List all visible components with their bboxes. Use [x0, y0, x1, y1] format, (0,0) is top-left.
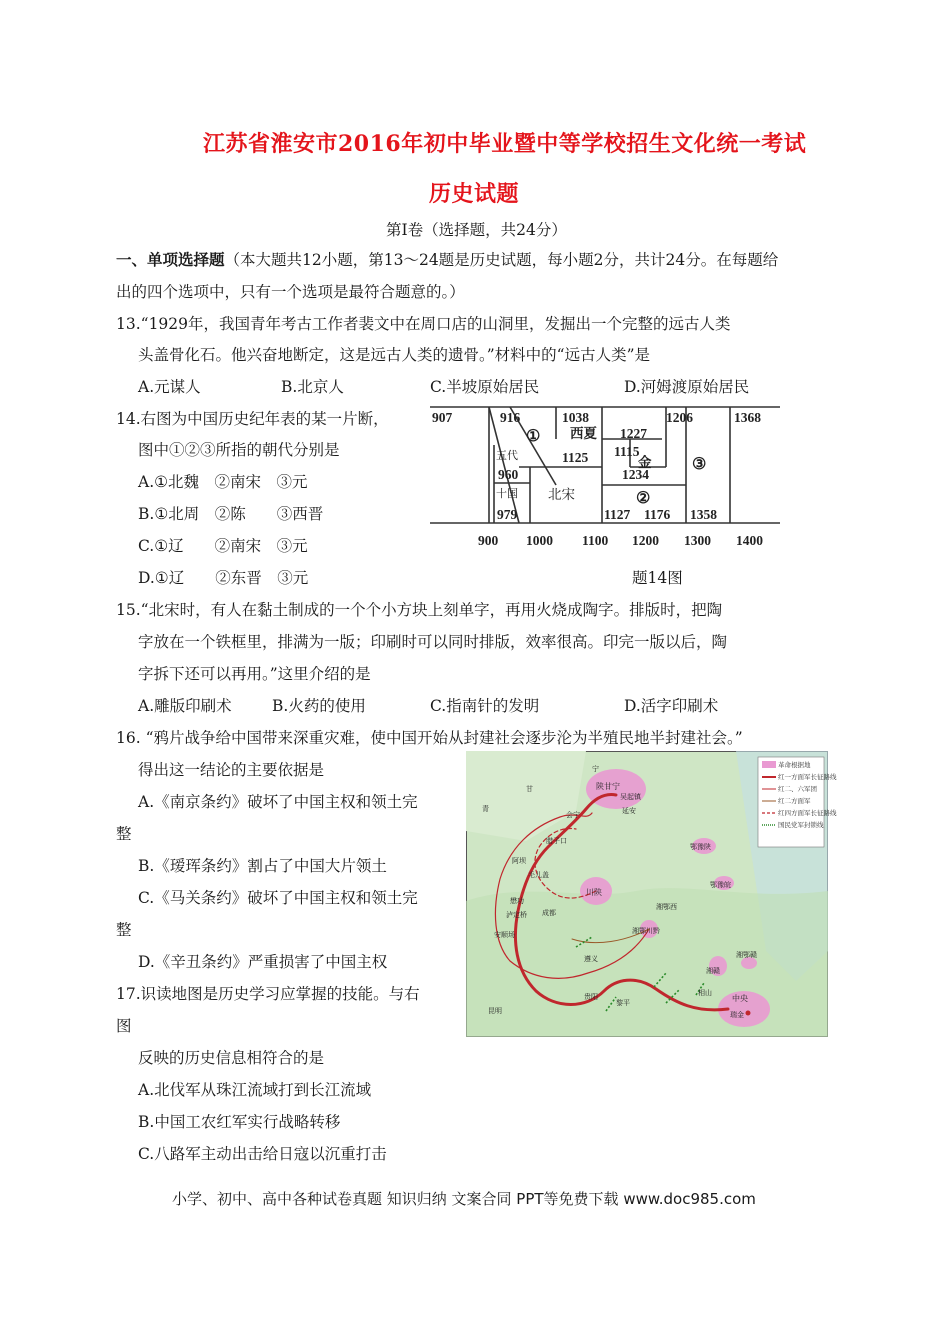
q14-option-b[interactable]: B.①北周 ②陈 ③西晋: [138, 505, 324, 523]
q14-option-a[interactable]: A.①北魏 ②南宋 ③元: [138, 473, 308, 491]
place-qing: 青: [482, 805, 489, 813]
q14-stem-line2: 图中①②③所指的朝代分别是: [138, 441, 340, 459]
q13-option-b[interactable]: B.北京人: [281, 378, 344, 396]
place-shaanganning: 陕甘宁: [596, 782, 620, 791]
part1-heading: 一、单项选择题: [116, 250, 225, 269]
q13-stem-line1: 13.“1929年，我国青年考古工作者裴文中在周口店的山洞里，发掘出一个完整的远古人类: [116, 315, 731, 333]
part1-intro-line2: 出的四个选项中，只有一个选项是最符合题意的。）: [116, 283, 465, 301]
legend-red26: 红二、六军团: [778, 786, 817, 793]
part1-intro: [116, 248, 778, 270]
q14-option-d[interactable]: D.①辽 ②东晋 ③元: [138, 569, 309, 587]
place-huining: 会宁: [566, 811, 580, 819]
q16-option-a-wrap[interactable]: 整: [116, 825, 132, 843]
q15-stem-line2: 字放在一个铁框里，排满为一版；印刷时可以同时排版，效率很高。印完一版以后，陶: [138, 633, 728, 651]
place-maoergai: 毛儿盖: [528, 871, 549, 879]
tl-label-1234: 1234: [622, 467, 649, 482]
tl-label-wudai: 五代: [496, 450, 518, 462]
tl-axis-1100: 1100: [582, 533, 609, 548]
place-chengdu: 成都: [542, 909, 556, 917]
q17-stem-line1: 17.识读地图是历史学习应掌握的技能。与右: [116, 985, 420, 1003]
tl-label-1176: 1176: [644, 507, 671, 522]
q14-timeline-figure: [430, 405, 780, 553]
legend-blockade: 国民党军封锁线: [778, 822, 824, 829]
place-gan: 甘: [526, 785, 533, 793]
tl-label-xixia: 西夏: [570, 426, 597, 441]
place-eyushan: 鄂豫陕: [690, 843, 711, 851]
q13-stem-line2: 头盖骨化石。他兴奋地断定，这是远古人类的遗骨。”材料中的“远古人类”是: [138, 346, 651, 364]
place-anshunchang: 安顺场: [494, 931, 515, 939]
q16-stem-line1: 16. “鸦片战争给中国带来深重灾难，使中国开始从封建社会逐步沦为半殖民地半封建社会。”: [116, 729, 743, 747]
tl-circle-3: ③: [692, 456, 707, 473]
tl-label-1115: 1115: [614, 444, 640, 459]
tl-label-beisong: 北宋: [548, 487, 575, 502]
q17-option-a[interactable]: A.北伐军从珠江流域打到长江流域: [138, 1081, 372, 1099]
page-footer: 小学、初中、高中各种试卷真题 知识归纳 文案合同 PPT等免费下载 www.doc985.com: [172, 1190, 756, 1208]
q16-option-d[interactable]: D.《辛丑条约》严重损害了中国主权: [138, 953, 388, 971]
legend-red2: 红二方面军: [778, 798, 811, 805]
q14-figure-caption: 题14图: [632, 569, 683, 587]
place-ning: 宁: [592, 765, 599, 773]
tl-axis-900: 900: [478, 533, 499, 548]
q15-stem-line3: 字拆下还可以再用。”这里介绍的是: [138, 665, 371, 683]
section-header: 第Ⅰ卷（选择题，共24分）: [386, 221, 567, 239]
exam-title: 江苏省淮安市2016年初中毕业暨中等学校招生文化统一考试: [203, 131, 807, 157]
tl-label-916: 916: [500, 410, 521, 425]
q17-option-c[interactable]: C.八路军主动出击给日寇以沉重打击: [138, 1145, 387, 1163]
place-xiangehuanqian: 湘鄂川黔: [632, 927, 660, 935]
tl-label-1038: 1038: [562, 410, 589, 425]
q16-option-c[interactable]: C.《马关条约》破坏了中国主权和领土完: [138, 889, 418, 907]
tl-label-1358: 1358: [690, 507, 717, 522]
q13-option-a[interactable]: A.元谋人: [138, 378, 201, 396]
q13-option-c[interactable]: C.半坡原始居民: [430, 378, 540, 396]
place-ruijin: 瑞金: [730, 1011, 744, 1019]
legend-red1: 红一方面军长征路线: [778, 774, 837, 781]
place-maogong: 懋功: [510, 897, 524, 905]
tl-label-907: 907: [432, 410, 453, 425]
tl-label-1125: 1125: [562, 450, 589, 465]
tl-label-1206: 1206: [666, 410, 693, 425]
place-xiangexi: 湘鄂西: [656, 903, 677, 911]
tl-label-1127: 1127: [604, 507, 631, 522]
tl-label-979: 979: [497, 507, 518, 522]
place-guiyang: 贵阳: [584, 993, 598, 1001]
q15-option-d[interactable]: D.活字印刷术: [624, 697, 719, 715]
place-zhongyang: 中央: [732, 994, 748, 1003]
place-yanan: 延安: [622, 807, 636, 815]
tl-axis-1400: 1400: [736, 533, 763, 548]
tl-label-1368: 1368: [734, 410, 761, 425]
q14-stem-line1: 14.右图为中国历史纪年表的某一片断，: [116, 410, 389, 428]
tl-label-1227: 1227: [620, 426, 647, 441]
q16-option-a[interactable]: A.《南京条约》破坏了中国主权和领土完: [138, 793, 418, 811]
long-march-map: [466, 751, 837, 1037]
tl-axis-1200: 1200: [632, 533, 659, 548]
place-zunyi: 遵义: [584, 955, 598, 963]
q15-option-b[interactable]: B.火药的使用: [272, 697, 366, 715]
place-lazikou: 腊子口: [546, 837, 567, 845]
tl-label-960: 960: [498, 467, 519, 482]
q14-option-c[interactable]: C.①辽 ②南宋 ③元: [138, 537, 308, 555]
place-liping: 黎平: [616, 999, 630, 1007]
q15-option-c[interactable]: C.指南针的发明: [430, 697, 540, 715]
place-xianggan: 湘赣: [706, 967, 720, 975]
place-kunming: 昆明: [488, 1007, 502, 1015]
place-xiangshan: 相山: [698, 989, 712, 997]
q15-option-a[interactable]: A.雕版印刷术: [138, 697, 232, 715]
exam-subtitle: 历史试题: [429, 181, 520, 207]
legend-red4: 红四方面军长征路线: [778, 810, 837, 817]
q16-stem-line2: 得出这一结论的主要依据是: [138, 761, 325, 779]
q16-option-c-wrap[interactable]: 整: [116, 921, 132, 939]
q17-option-b[interactable]: B.中国工农红军实行战略转移: [138, 1113, 341, 1131]
ruijin-star-icon: [746, 1011, 751, 1016]
place-ludingqiao: 泸定桥: [506, 911, 527, 919]
q15-stem-line1: 15.“北宋时，有人在黏土制成的一个个小方块上刻单字，再用火烧成陶字。排版时，把陶: [116, 601, 723, 619]
place-xiangegan: 湘鄂赣: [736, 951, 757, 959]
legend-base: 革命根据地: [778, 762, 811, 769]
part1-intro-line1: （本大题共12小题，第13～24题是历史试题，每小题2分，共计24分。在每题给: [224, 251, 779, 269]
tl-axis-1300: 1300: [684, 533, 711, 548]
q17-stem-line2: 图: [116, 1017, 132, 1035]
tl-circle-2: ②: [636, 490, 651, 507]
place-eyuwan: 鄂豫皖: [710, 881, 731, 889]
place-chuanshan: 川陕: [586, 888, 602, 897]
q16-option-b[interactable]: B.《瑷珲条约》割占了中国大片领土: [138, 857, 387, 875]
tl-circle-1: ①: [526, 428, 541, 445]
place-wuqizhen: 吴起镇: [620, 793, 641, 801]
q17-stem-line3: 反映的历史信息相符合的是: [138, 1049, 325, 1067]
tl-label-jin: 金: [638, 455, 652, 470]
tl-axis-1000: 1000: [526, 533, 553, 548]
tl-label-shiguo: 十国: [496, 488, 518, 500]
place-aba: 阿坝: [512, 857, 526, 865]
q13-option-d[interactable]: D.河姆渡原始居民: [624, 378, 750, 396]
